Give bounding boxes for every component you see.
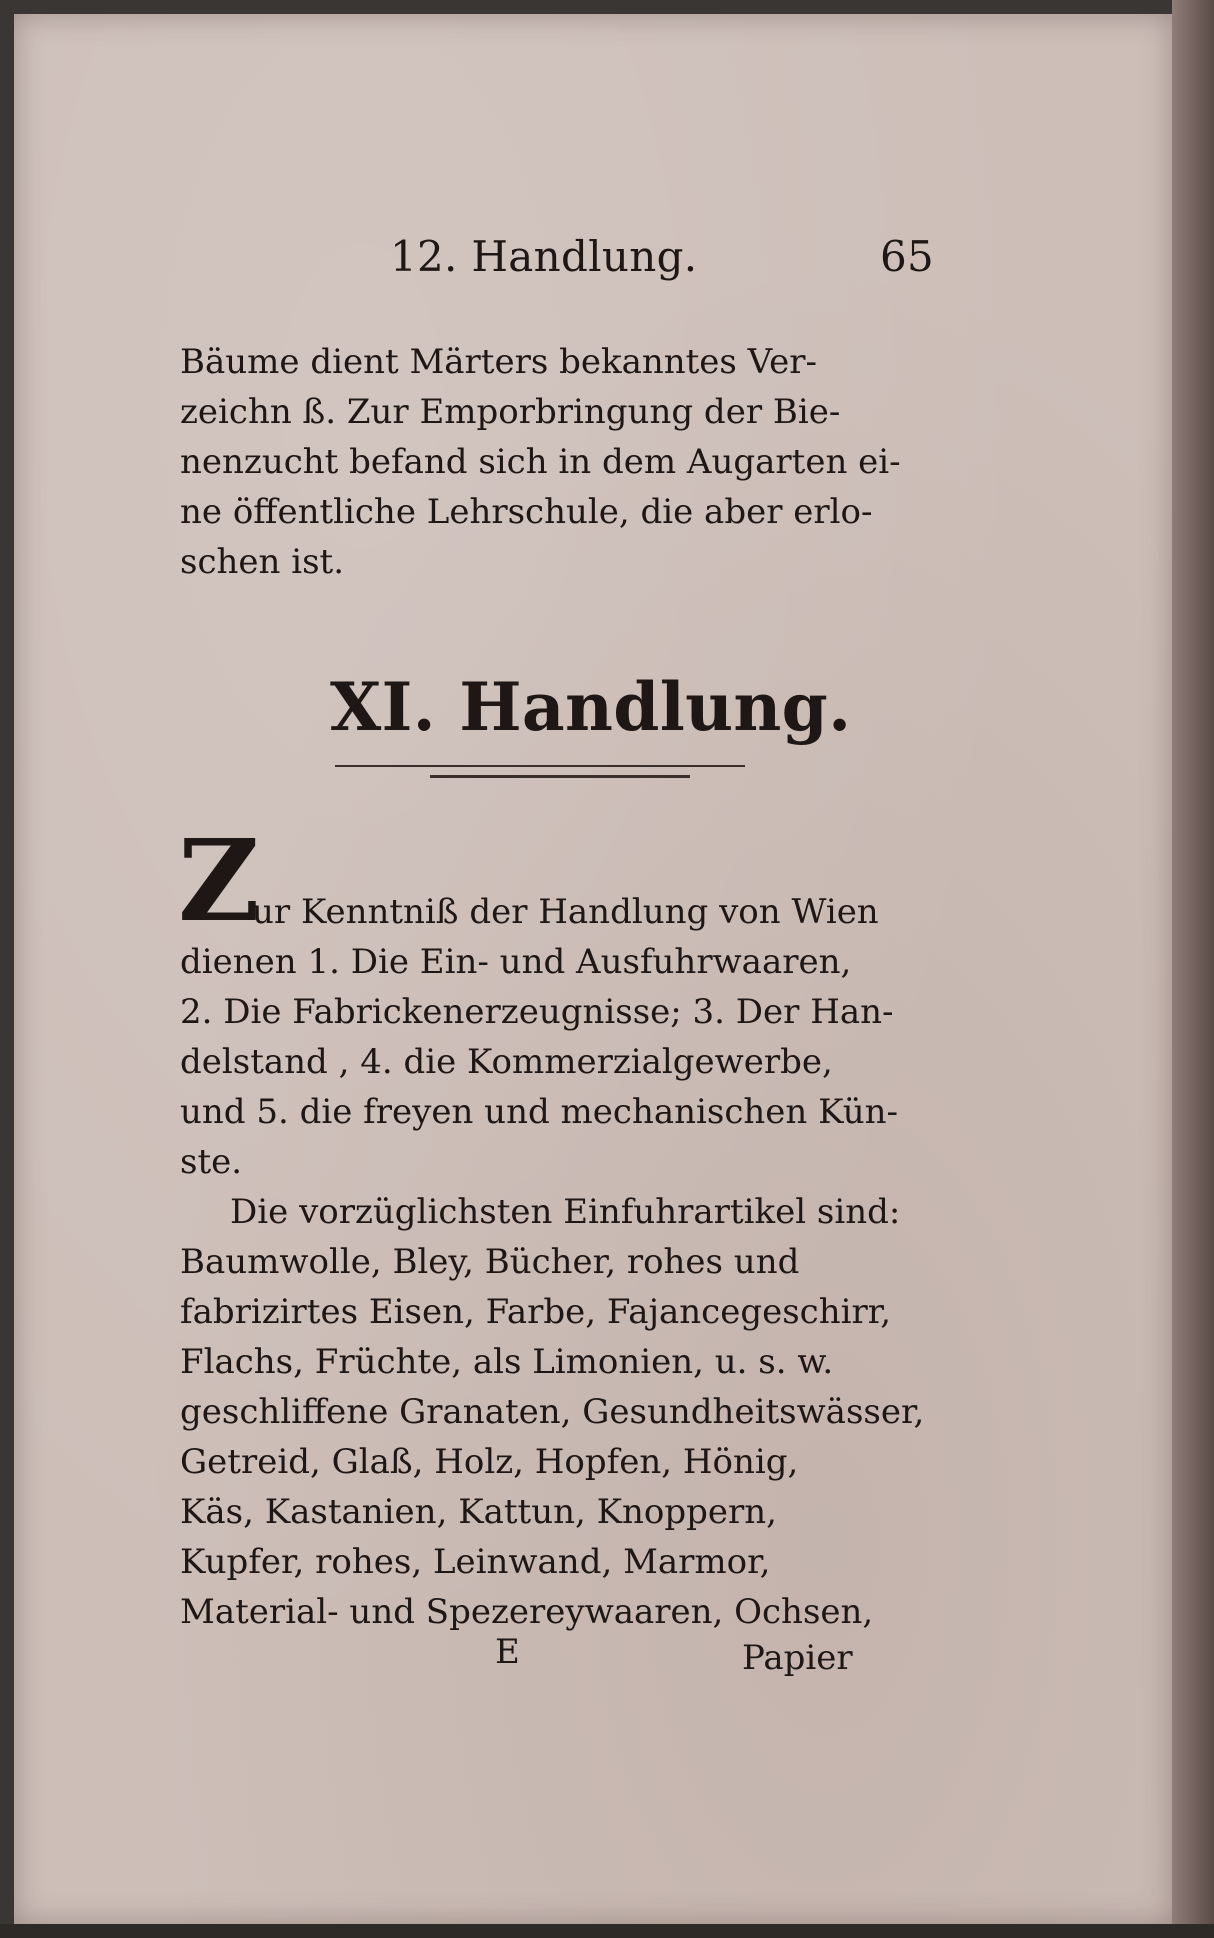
text-line: zeichn ß. Zur Emporbringung der Bie- xyxy=(180,392,841,432)
text-line: delstand , 4. die Kommerzialgewerbe, xyxy=(180,1042,833,1082)
text-line: Bäume dient Märters bekanntes Ver- xyxy=(180,342,817,382)
heading-rule-double xyxy=(430,775,690,778)
bottom-edge xyxy=(0,1924,1214,1938)
heading-rule xyxy=(335,765,745,767)
signature-mark: E xyxy=(495,1632,520,1672)
page-number: 65 xyxy=(880,232,935,281)
drop-cap: Z xyxy=(178,816,260,947)
text-line: Die vorzüglichsten Einfuhrartikel sind: xyxy=(230,1192,901,1232)
text-line: Getreid, Glaß, Holz, Hopfen, Hönig, xyxy=(180,1442,799,1482)
text-line: dienen 1. Die Ein- und Ausfuhrwaaren, xyxy=(180,942,852,982)
text-line: Baumwolle, Bley, Bücher, rohes und xyxy=(180,1242,800,1282)
text-line: fabrizirtes Eisen, Farbe, Fajancegeschirr, xyxy=(180,1292,892,1332)
text-line: 2. Die Fabrickenerzeugnisse; 3. Der Han- xyxy=(180,992,894,1032)
section-heading: XI. Handlung. xyxy=(330,668,852,746)
text-line: ne öffentliche Lehrschule, die aber erlo- xyxy=(180,492,873,532)
text-line: schen ist. xyxy=(180,542,345,582)
text-line: Material- und Spezereywaaren, Ochsen, xyxy=(180,1592,874,1632)
text-line: ste. xyxy=(180,1142,243,1182)
text-line: geschliffene Granaten, Gesundheitswässer, xyxy=(180,1392,925,1432)
text-line: ur Kenntniß der Handlung von Wien xyxy=(252,892,879,932)
text-line: nenzucht befand sich in dem Augarten ei- xyxy=(180,442,901,482)
text-line: Flachs, Früchte, als Limonien, u. s. w. xyxy=(180,1342,834,1382)
running-head: 12. Handlung. xyxy=(390,232,698,281)
catchword: Papier xyxy=(742,1638,853,1678)
text-line: und 5. die freyen und mechanischen Kün- xyxy=(180,1092,899,1132)
text-line: Kupfer, rohes, Leinwand, Marmor, xyxy=(180,1542,771,1582)
page-edge xyxy=(1172,0,1214,1938)
text-line: Käs, Kastanien, Kattun, Knoppern, xyxy=(180,1492,777,1532)
